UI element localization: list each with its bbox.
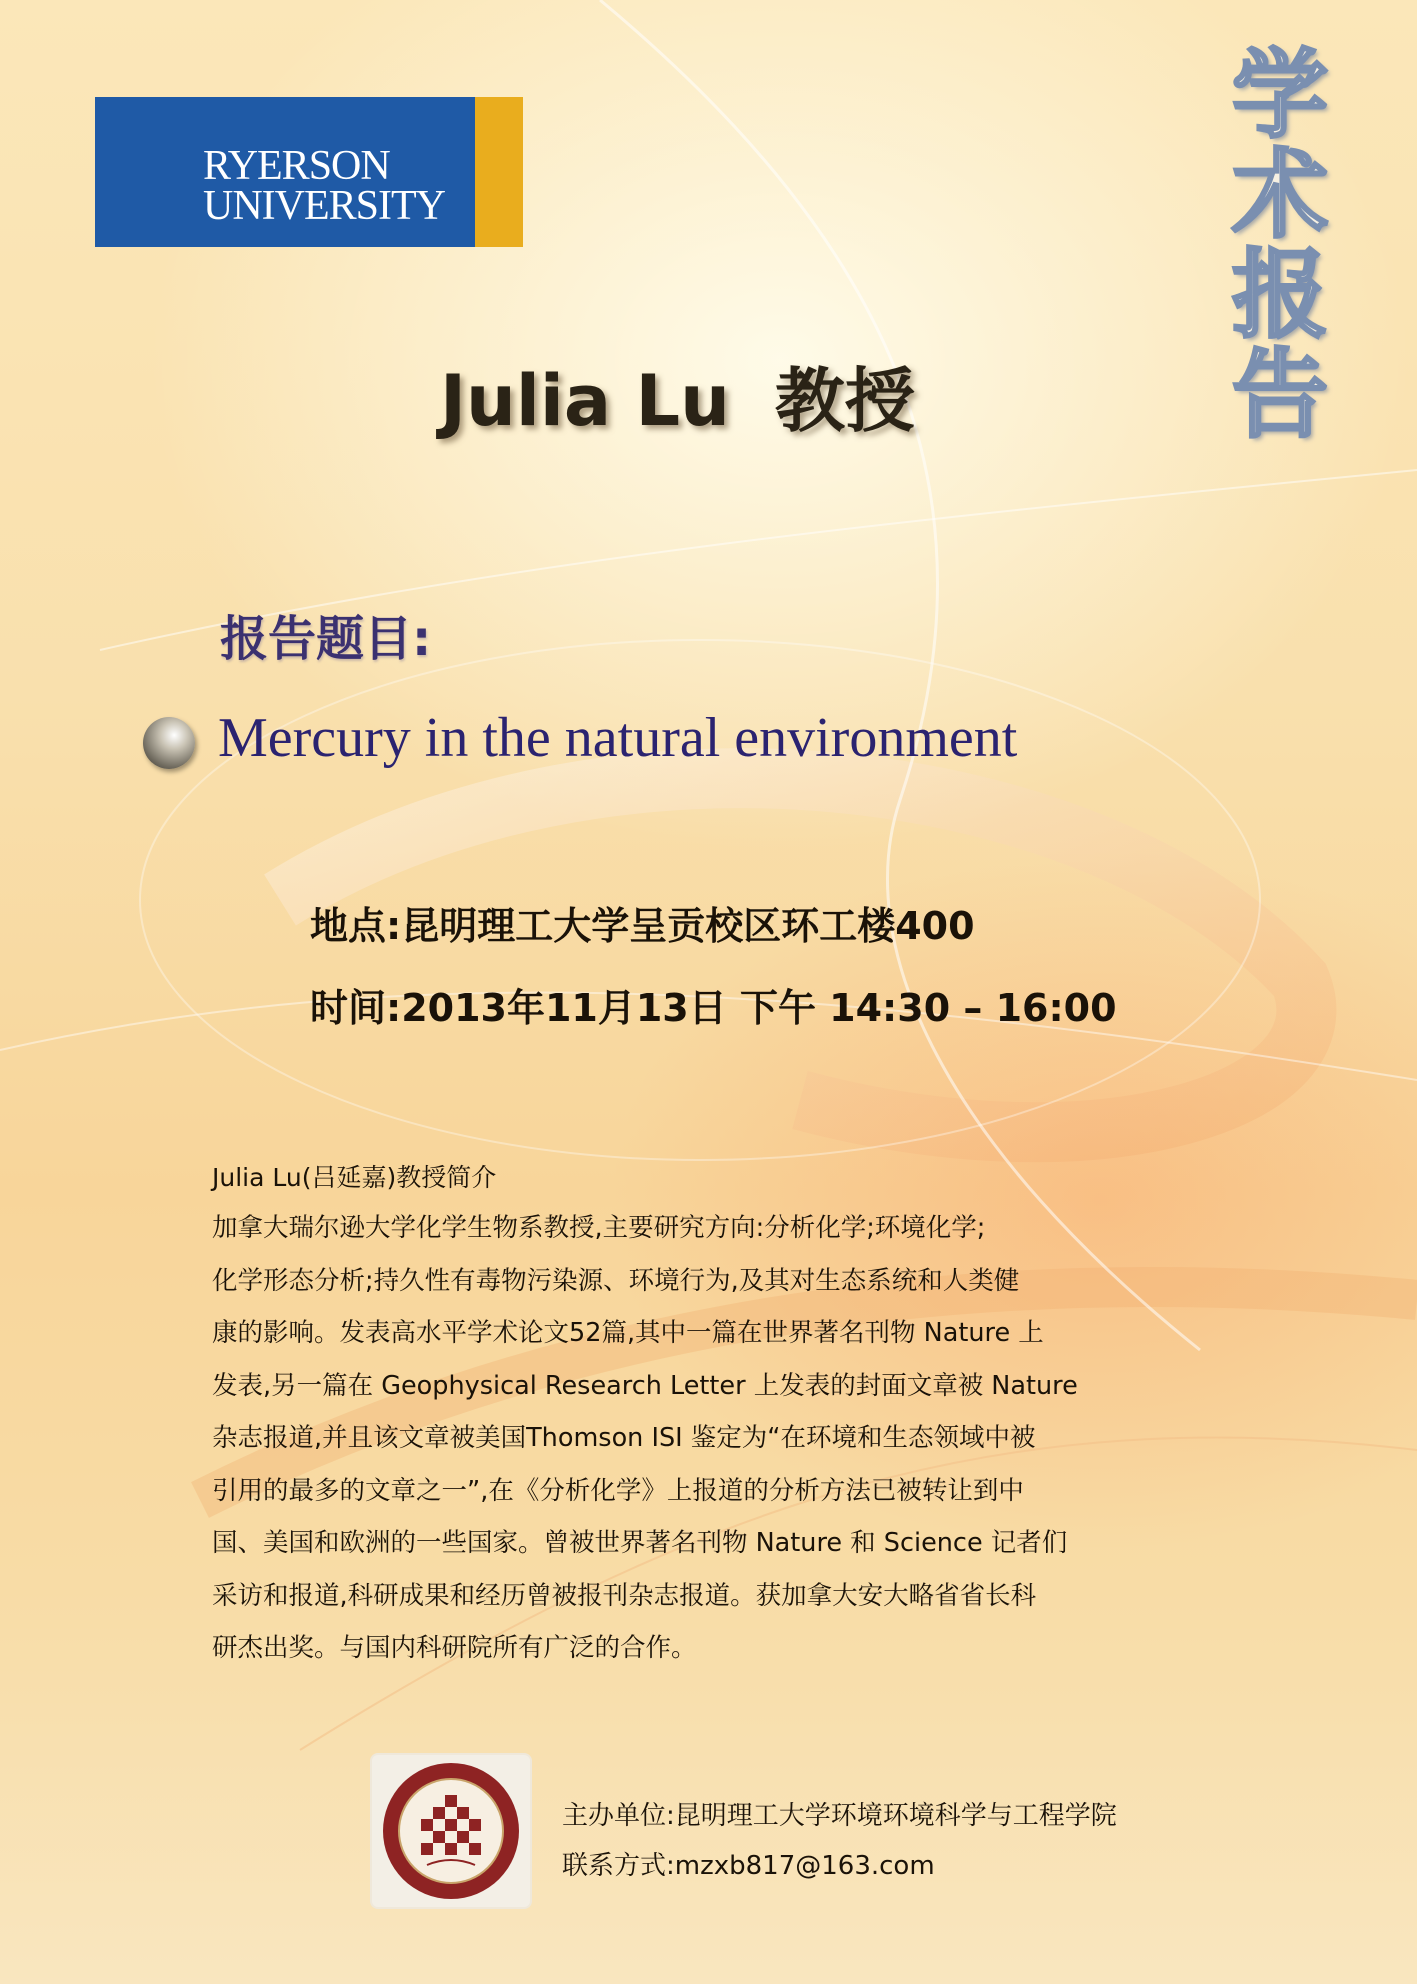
side-title-academic-report: [1215, 39, 1345, 451]
bio-line: 发表,另一篇在 Geophysical Research Letter 上发表的封面文章被 Nature: [212, 1370, 1078, 1401]
bio-line: 研杰出奖。与国内科研院所有广泛的合作。: [212, 1633, 697, 1663]
side-title-char: 报: [1232, 239, 1328, 351]
logo-line-2: UNIVERSITY: [203, 183, 445, 229]
seal-emblem-icon: [372, 1755, 530, 1907]
bio-heading: Julia Lu(吕延嘉)教授简介: [212, 1163, 497, 1192]
topic-label: 报告题目:: [220, 611, 432, 667]
bullet-sphere-icon: [143, 717, 195, 769]
university-seal-logo: [372, 1755, 530, 1907]
side-title-char: 学: [1232, 39, 1328, 151]
bio-line: 杂志报道,并且该文章被美国Thomson ISI 鉴定为“在环境和生态领域中被: [212, 1423, 1036, 1453]
topic-title: Mercury in the natural environment: [218, 707, 1018, 769]
bio-line: 国、美国和欧洲的一些国家。曾被世界著名刊物 Nature 和 Science 记者们: [212, 1528, 1068, 1558]
side-title-char: 告: [1232, 339, 1328, 451]
side-title-char: 术: [1232, 139, 1328, 251]
organizer-host: 主办单位:昆明理工大学环境环境科学与工程学院: [562, 1801, 1117, 1831]
speaker-name: Julia Lu: [440, 360, 730, 442]
logo-line-1: RYERSON: [203, 143, 390, 189]
venue-text: 地点:昆明理工大学呈贡校区环工楼400: [310, 904, 975, 948]
time-text: 时间:2013年11月13日 下午 14:30 – 16:00: [310, 986, 1117, 1030]
bio-line: 引用的最多的文章之一”,在《分析化学》上报道的分析方法已被转让到中: [212, 1475, 1024, 1506]
bio-line: 加拿大瑞尔逊大学化学生物系教授,主要研究方向:分析化学;环境化学;: [212, 1213, 986, 1243]
organizer-contact: 联系方式:mzxb817@163.com: [562, 1851, 935, 1881]
logo-gold-bar: [475, 97, 523, 247]
bio-line: 化学形态分析;持久性有毒物污染源、环境行为,及其对生态系统和人类健: [212, 1265, 1020, 1296]
speaker-title: 教授: [774, 360, 915, 442]
speaker-heading: [440, 345, 915, 446]
bio-line: 采访和报道,科研成果和经历曾被报刊杂志报道。获加拿大安大略省省长科: [212, 1580, 1037, 1611]
bio-paragraph: [212, 1208, 1212, 1681]
ryerson-university-logo: [95, 97, 525, 247]
bio-line: 康的影响。发表高水平学术论文52篇,其中一篇在世界著名刊物 Nature 上: [212, 1318, 1044, 1348]
